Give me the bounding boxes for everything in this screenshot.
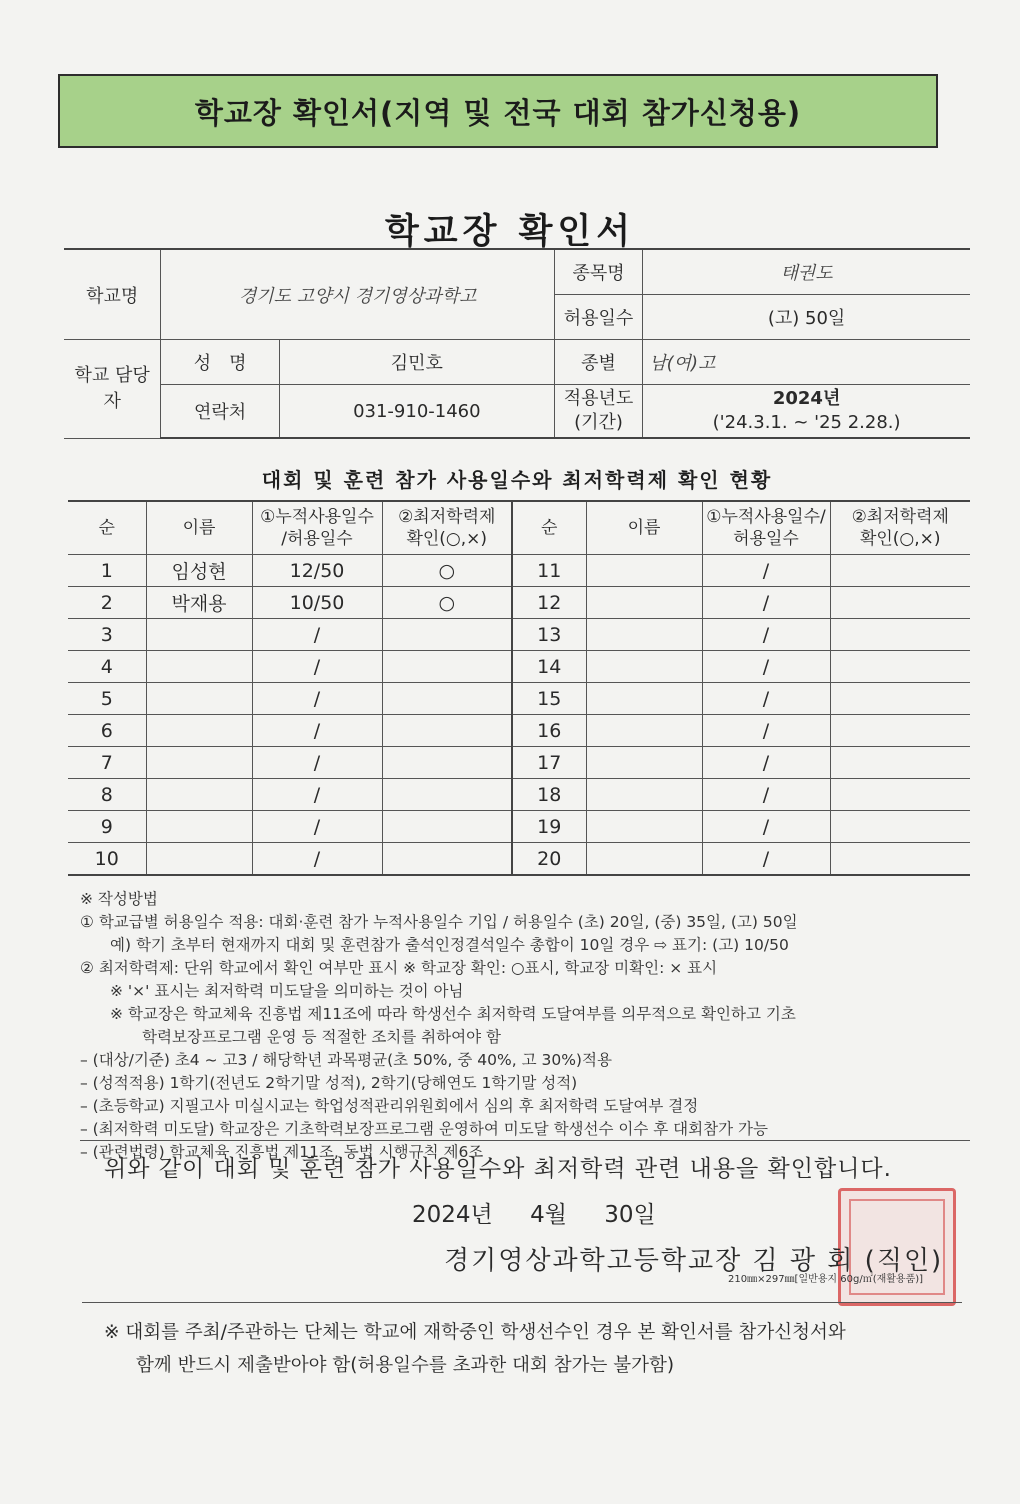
table-row: 2 박재용 10/50 ○ 12 / bbox=[68, 587, 970, 619]
note-line: ② 최저학력제: 단위 학교에서 확인 여부만 표시 ※ 학교장 확인: ○표시, 학교장 미확인: × 표시 bbox=[80, 959, 718, 977]
table-row: 7 / 17 / bbox=[68, 747, 970, 779]
table-row: 5 / 15 / bbox=[68, 683, 970, 715]
header-min-level-right: ②최저학력제 확인(○,×) bbox=[830, 501, 970, 555]
apply-year-value: 2024년 bbox=[772, 388, 841, 409]
footnote-line: 함께 반드시 제출받아야 함(허용일수를 초과한 대회 참가는 불가함) bbox=[136, 1355, 675, 1376]
header-days: ①누적사용일수 /허용일수 bbox=[252, 501, 382, 555]
table-row: 8 / 18 / bbox=[68, 779, 970, 811]
header-no: 순 bbox=[68, 501, 146, 555]
gender-label: 종별 bbox=[554, 340, 642, 385]
writing-instructions bbox=[80, 888, 980, 1164]
table-row: 9 / 19 / bbox=[68, 811, 970, 843]
note-line: – (최저학력 미도달) 학교장은 기초학력보장프로그램 운영하여 미도달 학생선수 이수 후 대회참가 가능 bbox=[80, 1120, 768, 1138]
table-row: 3 / 13 / bbox=[68, 619, 970, 651]
date-month: 4월 bbox=[530, 1202, 567, 1228]
confirmation-statement: 위와 같이 대회 및 훈련 참가 사용일수와 최저학력 관련 내용을 확인합니다. bbox=[104, 1156, 892, 1182]
divider bbox=[82, 1302, 962, 1303]
note-line: – (대상/기준) 초4 ~ 고3 / 해당학년 과목평균(초 50%, 중 40%, 고 30%)적용 bbox=[80, 1051, 612, 1069]
table-row: 6 / 16 / bbox=[68, 715, 970, 747]
note-line: ※ '×' 표시는 최저학력 미도달을 의미하는 것이 아님 bbox=[110, 982, 464, 1000]
table-row: 10 / 20 / bbox=[68, 843, 970, 876]
manager-name-label: 성 명 bbox=[161, 340, 279, 385]
contact-label: 연락처 bbox=[161, 385, 279, 439]
apply-year-label: 적용년도 (기간) bbox=[554, 385, 642, 439]
manager-name-value: 김민호 bbox=[279, 340, 554, 385]
allowed-days-value: (고) 50일 bbox=[643, 295, 970, 340]
signing-date bbox=[412, 1196, 656, 1229]
contact-value: 031-910-1460 bbox=[279, 385, 554, 439]
paper-spec: 210㎜×297㎜[일반용지 60g/㎡(재활용품)] bbox=[728, 1274, 924, 1285]
header-name: 이름 bbox=[146, 501, 252, 555]
event-value: 태권도 bbox=[643, 249, 970, 295]
school-name-label: 학교명 bbox=[64, 249, 161, 340]
principal-signature-line: 경기영상과학고등학교장 김 광 회 (직인) bbox=[444, 1246, 944, 1276]
note-line: – (성적적용) 1학기(전년도 2학기말 성적), 2학기(당해연도 1학기말 성적) bbox=[80, 1074, 578, 1092]
event-label: 종목명 bbox=[554, 249, 642, 295]
note-line: ① 학교급별 허용일수 적용: 대회·훈련 참가 누적사용일수 기입 / 허용일수 (초) 20일, (중) 35일, (고) 50일 bbox=[80, 913, 798, 931]
form-banner-title: 학교장 확인서(지역 및 전국 대회 참가신청용) bbox=[58, 74, 938, 148]
table-row: 4 / 14 / bbox=[68, 651, 970, 683]
apply-period-value: ('24.3.1. ~ '25 2.28.) bbox=[712, 412, 901, 433]
athlete-status-table bbox=[68, 500, 970, 876]
submission-footnote bbox=[104, 1316, 846, 1382]
table-header-row bbox=[68, 501, 970, 555]
note-line: – (관련법령) 학교체육 진흥법 제11조, 동법 시행규칙 제6조 bbox=[80, 1143, 484, 1161]
header-name-right: 이름 bbox=[586, 501, 702, 555]
school-name-value: 경기도 고양시 경기영상과학고 bbox=[161, 249, 555, 340]
divider bbox=[80, 1140, 970, 1141]
note-line: 학력보장프로그램 운영 등 적절한 조치를 취하여야 함 bbox=[142, 1028, 501, 1046]
date-year: 2024년 bbox=[412, 1202, 493, 1228]
school-manager-label: 학교 담당자 bbox=[64, 340, 161, 439]
footnote-line: ※ 대회를 주최/주관하는 단체는 학교에 재학중인 학생선수인 경우 본 확인서를 참가신청서와 bbox=[104, 1322, 846, 1343]
document-title: 학교장 확인서 bbox=[384, 212, 636, 252]
allowed-days-label: 허용일수 bbox=[554, 295, 642, 340]
gender-value: 남(여)고 bbox=[643, 340, 970, 385]
date-day: 30일 bbox=[604, 1202, 656, 1228]
header-min-level: ②최저학력제 확인(○,×) bbox=[382, 501, 512, 555]
note-line: ※ 학교장은 학교체육 진흥법 제11조에 따라 학생선수 최저학력 도달여부를 의무적으로 확인하고 기초 bbox=[110, 1005, 796, 1023]
note-line: ※ 작성방법 bbox=[80, 890, 158, 908]
note-line: – (초등학교) 지필고사 미실시교는 학업성적관리위원회에서 심의 후 최저학력 도달여부 결정 bbox=[80, 1097, 699, 1115]
note-line: 예) 학기 초부터 현재까지 대회 및 훈련참가 출석인정결석일수 총합이 10일 경우 ⇨ 표기: (고) 10/50 bbox=[110, 936, 789, 954]
header-days-right: ①누적사용일수/ 허용일수 bbox=[702, 501, 830, 555]
header-no-right: 순 bbox=[512, 501, 586, 555]
apply-year-cell bbox=[643, 385, 970, 439]
status-section-heading: 대회 및 훈련 참가 사용일수와 최저학력제 확인 현황 bbox=[261, 468, 773, 492]
table-row: 1 임성현 12/50 ○ 11 / bbox=[68, 555, 970, 587]
school-info-table bbox=[64, 248, 970, 439]
